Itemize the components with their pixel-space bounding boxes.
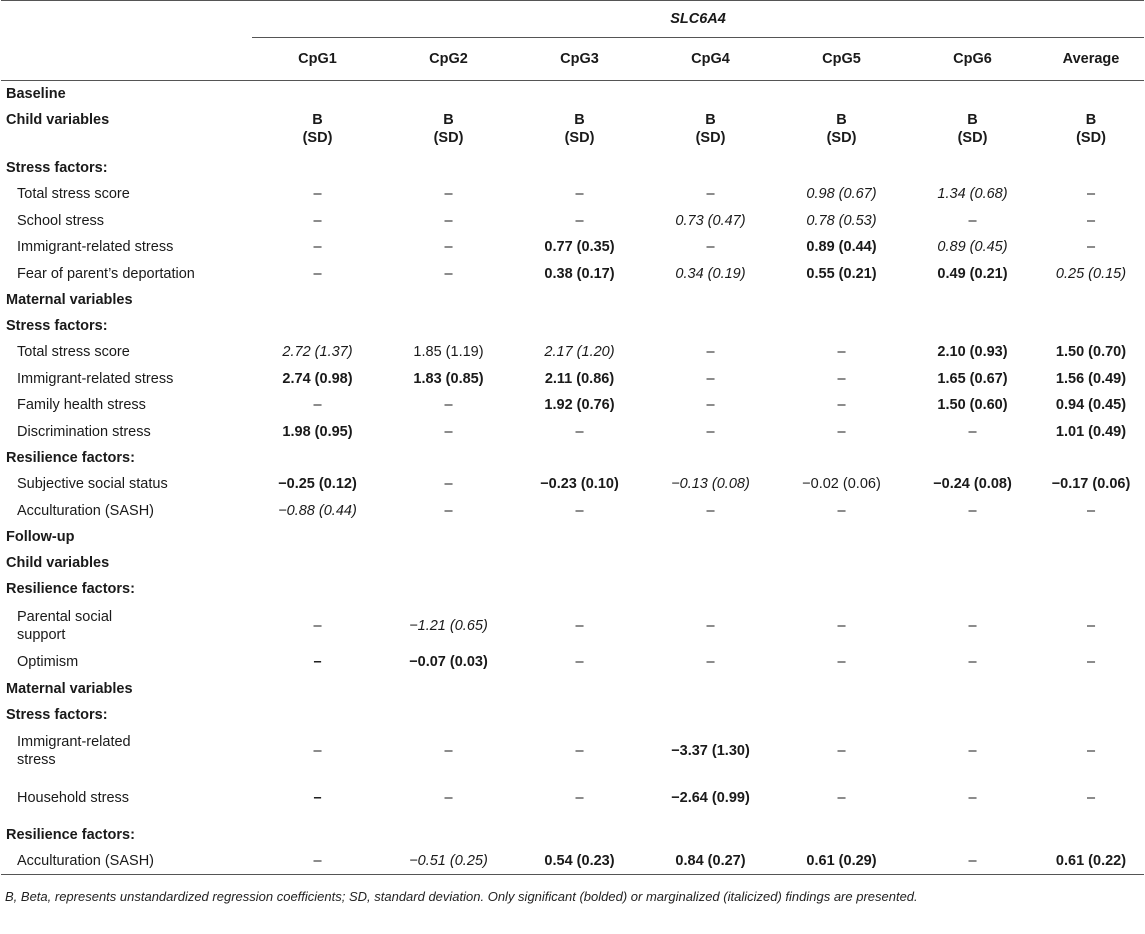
section-header-row: [1, 155, 1144, 181]
table-row: [1, 392, 1144, 419]
col-header-cpg1: CpG1: [252, 38, 383, 81]
table-cell: –: [444, 423, 453, 440]
table-cell: 2.10 (0.93): [937, 344, 1008, 361]
table-cell: –: [706, 370, 715, 387]
table-cell: −0.23 (0.10): [540, 476, 619, 493]
table-cell: –: [706, 617, 715, 634]
col-header-average: Average: [1038, 38, 1144, 81]
sd-label: (SD): [957, 130, 988, 146]
table-cell: –: [706, 344, 715, 361]
table-cell: –: [313, 743, 322, 759]
table-cell: –: [706, 502, 715, 519]
table-cell: –: [575, 743, 584, 759]
section-header-row: [1, 822, 1144, 848]
section-header-row: [1, 524, 1144, 550]
beta-label: B: [836, 112, 847, 128]
row-label: Subjective social status: [17, 476, 168, 493]
section-label: Resilience factors:: [6, 450, 135, 466]
table-cell: 0.78 (0.53): [806, 212, 877, 229]
row-label: Total stress score: [17, 344, 130, 361]
table-cell: 2.72 (1.37): [282, 344, 353, 361]
stat-header-cell: [907, 107, 1038, 155]
table-cell: –: [837, 743, 846, 759]
table-cell: –: [575, 423, 584, 440]
table-cell: –: [575, 654, 584, 671]
row-label: Acculturation (SASH): [17, 502, 154, 519]
row-label: School stress: [17, 212, 105, 229]
section-label: Resilience factors:: [6, 826, 135, 843]
row-label: Parental social support: [17, 608, 113, 643]
table-cell: −1.21 (0.65): [409, 617, 488, 634]
table-row: [1, 181, 1144, 208]
table-cell: −0.13 (0.08): [671, 476, 750, 493]
stat-header-cell: [645, 107, 776, 155]
table-cell: −3.37 (1.30): [671, 743, 750, 759]
table-cell: –: [575, 617, 584, 634]
row-label: Household stress: [17, 790, 130, 806]
table-row: [1, 775, 1144, 822]
table-cell: –: [313, 265, 322, 282]
table-cell: –: [313, 617, 322, 634]
table-cell: −0.07 (0.03): [409, 654, 488, 671]
table-row: [1, 602, 1144, 649]
section-label: Resilience factors:: [6, 581, 135, 597]
beta-label: B: [443, 112, 454, 128]
table-cell: –: [444, 239, 453, 256]
table-cell: −0.02 (0.06): [802, 476, 881, 493]
table-cell: 1.50 (0.60): [937, 397, 1008, 414]
table-cell: 0.25 (0.15): [1055, 265, 1127, 282]
table-cell: –: [837, 790, 846, 806]
sd-label: (SD): [1076, 130, 1106, 146]
table-cell: 2.17 (1.20): [544, 344, 615, 361]
table-row: [1, 848, 1144, 875]
stat-header-cell: [252, 107, 383, 155]
table-footnote: B, Beta, represents unstandardized regression coefficients; SD, standard deviation. Only significant (bolded) or marginalized (italicized) findings are presented.: [5, 889, 918, 904]
column-header-row: [1, 38, 1144, 81]
col-header-cpg6: CpG6: [907, 38, 1038, 81]
stat-header-cell: [514, 107, 645, 155]
table-cell: 1.01 (0.49): [1055, 423, 1127, 440]
table-cell: 1.98 (0.95): [282, 423, 353, 440]
beta-label: B: [967, 112, 978, 128]
row-label: Immigrant-related stress: [17, 734, 131, 768]
row-label: Immigrant-related stress: [17, 239, 174, 256]
stat-header-cell: [383, 107, 514, 155]
table-cell: –: [444, 397, 453, 414]
stat-header-row: [1, 107, 1144, 155]
table-cell: –: [968, 212, 977, 229]
section-header-row: [1, 576, 1144, 602]
col-header-cpg2: CpG2: [383, 38, 514, 81]
section-label: Maternal variables: [6, 680, 133, 697]
table-cell: –: [444, 212, 453, 229]
section-header-row: [1, 676, 1144, 702]
table-cell: 1.50 (0.70): [1055, 344, 1127, 361]
table-cell: –: [575, 186, 584, 203]
table-cell: –: [968, 654, 977, 671]
table-cell: 0.38 (0.17): [544, 265, 615, 282]
table-cell: –: [313, 654, 322, 671]
table-cell: –: [968, 617, 977, 634]
table-cell: 1.92 (0.76): [544, 397, 615, 414]
section-header-row: [1, 313, 1144, 339]
table-cell: –: [1086, 617, 1096, 634]
table-cell: –: [968, 502, 977, 519]
gene-header-row: [1, 1, 1144, 38]
col-header-cpg5: CpG5: [776, 38, 907, 81]
regression-table: [1, 0, 1144, 875]
table-cell: 0.89 (0.44): [806, 239, 877, 256]
table-cell: 0.55 (0.21): [806, 265, 877, 282]
stat-header-cell: [776, 107, 907, 155]
table-cell: –: [444, 186, 453, 203]
row-label: Fear of parent’s deportation: [17, 265, 195, 282]
section-label: Baseline: [6, 86, 66, 102]
col-header-cpg4: CpG4: [645, 38, 776, 81]
table-cell: –: [706, 186, 715, 203]
table-cell: 0.89 (0.45): [937, 239, 1008, 256]
table-cell: –: [575, 502, 584, 519]
table-cell: –: [444, 790, 453, 806]
table-cell: –: [252, 848, 383, 875]
table-cell: –: [706, 654, 715, 671]
table-cell: 2.11 (0.86): [544, 370, 615, 387]
table-cell: –: [575, 212, 584, 229]
row-label: Optimism: [17, 654, 79, 671]
table-cell: –: [1086, 212, 1096, 229]
section-label: Maternal variables: [6, 292, 133, 308]
table-cell: 0.73 (0.47): [675, 212, 746, 229]
table-cell: 0.98 (0.67): [806, 186, 877, 203]
section-header-row: [1, 81, 1144, 108]
section-label: Child variables: [6, 112, 110, 128]
table-cell: –: [968, 423, 977, 440]
table-cell: –: [837, 370, 846, 387]
gene-name: SLC6A4: [252, 1, 1144, 38]
table-cell: −0.88 (0.44): [278, 502, 357, 519]
beta-label: B: [574, 112, 585, 128]
section-label: Child variables: [6, 555, 110, 571]
table-cell: –: [1086, 186, 1096, 203]
table-row: [1, 728, 1144, 775]
table-cell: –: [907, 848, 1038, 875]
table-cell: –: [1086, 790, 1096, 806]
table-cell: –: [706, 239, 715, 256]
table-row: [1, 234, 1144, 261]
table-row: [1, 261, 1144, 288]
table-cell: –: [706, 397, 715, 414]
table-cell: –: [1086, 239, 1096, 256]
sd-label: (SD): [433, 130, 464, 146]
table-cell: −0.17 (0.06): [1051, 476, 1131, 493]
table-row: [1, 649, 1144, 676]
section-label: Follow-up: [6, 529, 75, 545]
section-header-row: [1, 287, 1144, 313]
table-cell: –: [837, 423, 846, 440]
table-row: [1, 208, 1144, 235]
table-cell: 1.65 (0.67): [937, 370, 1008, 387]
table-cell: –: [575, 790, 584, 806]
section-label: Stress factors:: [6, 318, 108, 334]
table-cell: 0.77 (0.35): [544, 239, 615, 256]
table-cell: –: [1086, 743, 1096, 759]
table-row: [1, 498, 1144, 525]
table-cell: 2.74 (0.98): [282, 370, 353, 387]
table-cell: –: [1086, 502, 1096, 519]
table-row: [1, 419, 1144, 446]
table-cell: –: [313, 790, 322, 806]
table-cell: 0.84 (0.27): [645, 848, 776, 875]
table-cell: −2.64 (0.99): [671, 790, 750, 806]
table-row: [1, 366, 1144, 393]
table-cell: 0.94 (0.45): [1055, 397, 1127, 414]
sd-label: (SD): [302, 130, 333, 146]
table-cell: –: [837, 654, 846, 671]
table-cell: –: [706, 423, 715, 440]
sd-label: (SD): [564, 130, 595, 146]
col-header-cpg3: CpG3: [514, 38, 645, 81]
table-row: [1, 471, 1144, 498]
table-cell: −0.24 (0.08): [933, 476, 1012, 493]
table-cell: 0.49 (0.21): [937, 265, 1008, 282]
table-cell: 1.83 (0.85): [413, 370, 484, 387]
table-cell: –: [444, 265, 453, 282]
table-cell: 1.85 (1.19): [413, 344, 484, 361]
table-cell: –: [837, 617, 846, 634]
sd-label: (SD): [695, 130, 726, 146]
table-cell: –: [313, 212, 322, 229]
row-label: Family health stress: [17, 397, 146, 414]
table-cell: 0.54 (0.23): [514, 848, 645, 875]
table-cell: –: [837, 397, 846, 414]
sd-label: (SD): [826, 130, 857, 146]
table-cell: 1.34 (0.68): [937, 186, 1008, 203]
table-cell: –: [968, 743, 977, 759]
table-cell: –: [444, 476, 453, 493]
table-cell: –: [837, 502, 846, 519]
table-cell: –: [968, 790, 977, 806]
table-cell: –: [313, 239, 322, 256]
table-cell: –: [1086, 654, 1096, 671]
table-cell: –: [837, 344, 846, 361]
section-label: Stress factors:: [6, 706, 108, 723]
section-label: Stress factors:: [6, 160, 108, 176]
row-label: Discrimination stress: [17, 423, 151, 440]
table-cell: 1.56 (0.49): [1055, 370, 1127, 387]
table-cell: –: [313, 186, 322, 203]
table-cell: −0.51 (0.25): [383, 848, 514, 875]
section-header-row: [1, 445, 1144, 471]
row-label: Immigrant-related stress: [17, 370, 174, 387]
table-cell: –: [313, 397, 322, 414]
section-header-row: [1, 550, 1144, 576]
section-header-row: [1, 702, 1144, 728]
row-label: Acculturation (SASH): [1, 848, 252, 875]
row-label: Total stress score: [17, 186, 130, 203]
beta-label: B: [705, 112, 716, 128]
table-cell: 0.34 (0.19): [675, 265, 746, 282]
table-cell: 0.61 (0.29): [776, 848, 907, 875]
beta-label: B: [312, 112, 323, 128]
stat-header-cell: [1038, 107, 1144, 155]
beta-label: B: [1085, 112, 1097, 128]
table-row: [1, 339, 1144, 366]
table-cell: −0.25 (0.12): [278, 476, 357, 493]
table-cell: –: [444, 743, 453, 759]
table-cell: –: [444, 502, 453, 519]
table-cell: 0.61 (0.22): [1038, 848, 1144, 875]
